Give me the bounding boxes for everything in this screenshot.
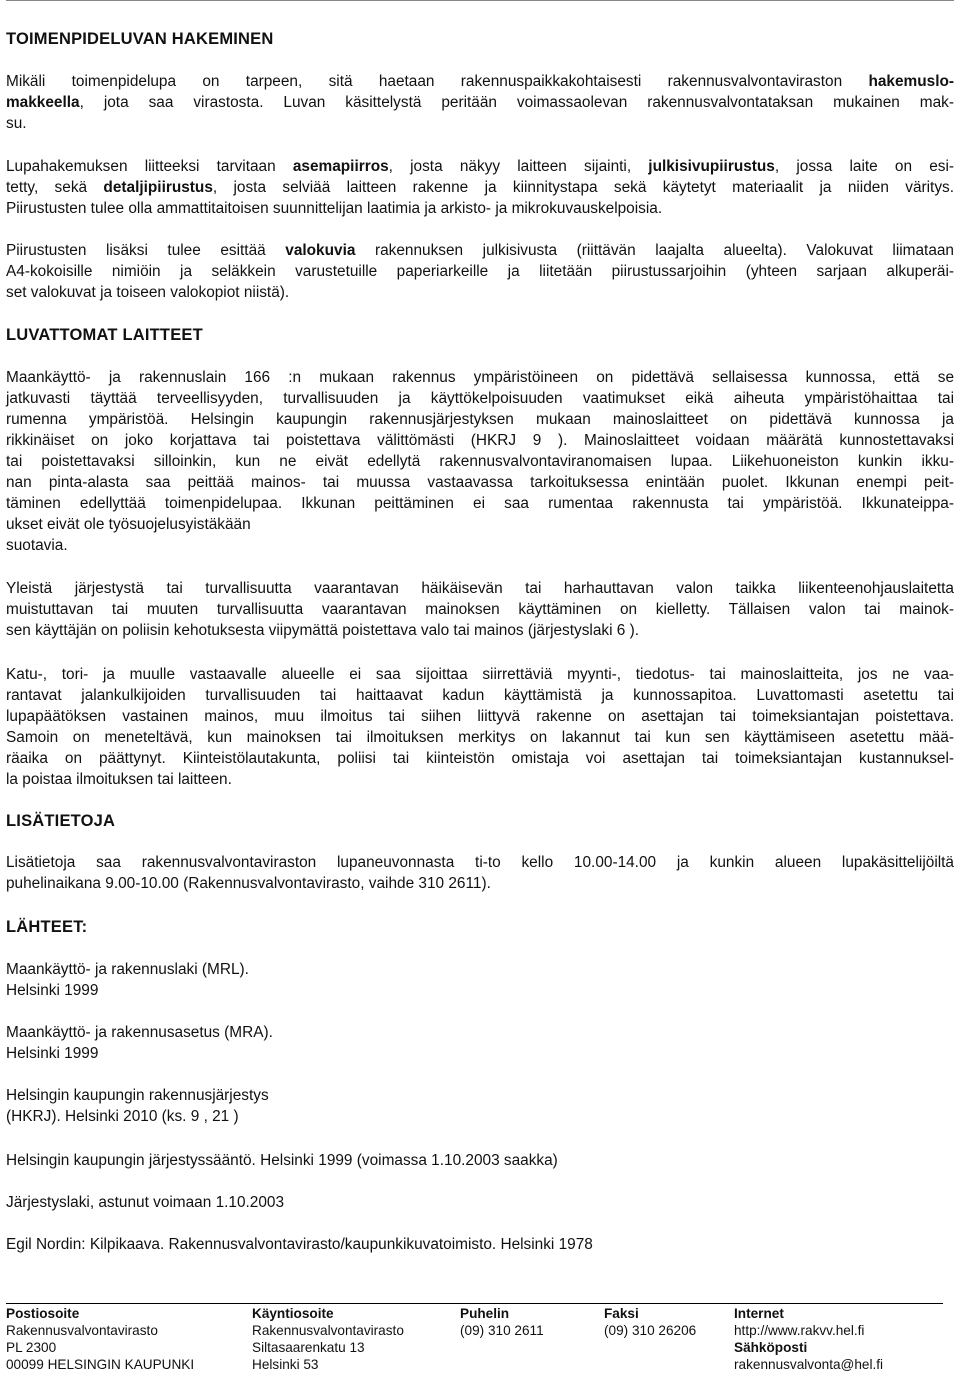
top-rule [6, 0, 954, 1]
footer-postiosoite: Postiosoite Rakennusvalvontavirasto PL 2300 00099 HELSINGIN KAUPUNKI [6, 1306, 195, 1372]
paragraph-hakemus: Mikäli toimenpidelupa on tarpeen, sitä haetaan rakennuspaikkakohtaisesti rakennusvalvontaviraston hakemuslo- makkeella, jota saa virastosta. Luvan käsittelystä peritään voimassaolevan rakennusvalvontataksan mukainen mak- su. [6, 73, 954, 132]
footer-puhelin: Puhelin (09) 310 2611 [460, 1306, 544, 1338]
heading-toimenpideluvan-hakeminen: TOIMENPIDELUVAN HAKEMINEN [6, 30, 274, 48]
paragraph-lisatietoja: Lisätietoja saa rakennusvalvontaviraston lupaneuvonnasta ti-to kello 10.00-14.00 ja kunkin alueen lupakäsittelijöiltä puhelinaikana 9.00-10.00 (Rakennusvalvontavirasto, vaihde 310 2611). [6, 854, 954, 892]
heading-luvattomat-laitteet: LUVATTOMAT LAITTEET [6, 326, 203, 344]
internet-link[interactable]: http://www.rakvv.hel.fi [734, 1323, 865, 1338]
paragraph-hakaiseva-valo: Yleistä järjestystä tai turvallisuutta vaarantavan häikäisevän tai harhauttavan valon taikka liikenteenohjauslaitetta muistuttavan tai muuten turvallisuutta vaarantavan mainoksen käyttäminen on kielletty. Tällaisen valon tai mainok- sen käyttäjän on poliisin kehotuksesta viipymättä poistettava valo tai mainos (järjestyslaki 6 ). [6, 580, 954, 639]
footer-rule [6, 1303, 943, 1304]
reference-hkrj: Helsingin kaupungin rakennusjärjestys (HKRJ). Helsinki 2010 (ks. 9 , 21 ) [6, 1087, 269, 1125]
footer-kayntiosoite: Käyntiosoite Rakennusvalvontavirasto Siltasaarenkatu 13 Helsinki 53 [252, 1306, 404, 1372]
reference-kilpikaava: Egil Nordin: Kilpikaava. Rakennusvalvontavirasto/kaupunkikuvatoimisto. Helsinki 1978 [6, 1236, 593, 1253]
paragraph-valokuvat: Piirustusten lisäksi tulee esittää valokuvia rakennuksen julkisivusta (riittävän laajalta alueelta). Valokuvat liimataan A4-kokoisille nimiöin ja seläkkein varustetuille paperiarkeille ja liitetään piirustussarjoihin (yhteen sarjaan alkuperäi- set valokuvat ja toiseen valokopiot niistä). [6, 242, 954, 301]
paragraph-maankaytto: Maankäyttö- ja rakennuslain 166 :n mukaan rakennus ympäristöineen on pidettävä sellaisessa kunnossa, että se jatkuvasti täyttää terveellisyyden, turvallisuuden ja käyttökelpoisuuden vaatimukset eikä aiheuta ympäristöhaittaa tai rumenna ympäristöä. Helsingin kaupungin rakennusjärjestyksen mukaan mainoslaitteet on pidettävä kunnossa ja rikkinäiset on joko korjattava tai poistettava välittömästi (HKRJ 9 ). Mainoslaitteet voidaan määrätä kunnostettavaksi tai poistettavaksi silloinkin, kun ne eivät edellytä rakennusvalvontaviranomaisen lupaa. Liikehuoneiston kunkin ikku- nan pinta-alasta saa peittää mainos- tai muussa vastaavassa tarkoituksessa enintään puolet. Ikkunan enempi peit- täminen edellyttää toimenpidelupaa. Ikkunan peittäminen ei saa rumentaa rakennusta tai ympäristöä. Ikkunateippa- ukset eivät ole työsuojelusyistäkään suotavia. [6, 369, 954, 554]
paragraph-liitteet: Lupahakemuksen liitteeksi tarvitaan asemapiirros, josta näkyy laitteen sijainti, julkisivupiirustus, jossa laite on esi- tetty, sekä detaljipiirustus, josta selviää laitteen rakenne ja kiinnitystapa sekä käytetyt materiaalit ja niiden väritys. Piirustusten tulee olla ammattitaitoisen suunnittelijan laatimia ja arkisto- ja mikrokuvauskelpoisia. [6, 158, 954, 217]
footer-internet: Internet http://www.rakvv.hel.fi Sähköposti rakennusvalvonta@hel.fi [734, 1306, 884, 1372]
heading-lahteet: LÄHTEET: [6, 918, 88, 936]
reference-jarjestyslaki: Järjestyslaki, astunut voimaan 1.10.2003 [6, 1194, 285, 1211]
reference-jarjestyssaanto: Helsingin kaupungin järjestyssääntö. Helsinki 1999 (voimassa 1.10.2003 saakka) [6, 1152, 558, 1169]
paragraph-katu-tori: Katu-, tori- ja muulle vastaavalle alueelle ei saa sijoittaa siirrettäviä myynti-, tiedotus- tai mainoslaitteita, jos ne vaa- rantavat jalankulkijoiden turvallisuuden tai haittaavat kadun käyttämistä ja kunnossapitoa. Luvattomasti asetettu tai lupapäätöksen vastainen mainos, muu ilmoitus tai siihen liittyvä rakenne on asettajan tai toimeksiantajan poistettava. Samoin on meneteltävä, kun mainoksen tai ilmoituksen merkitys on lakannut tai kun sen käyttämiseen asetettu mää- räaika on päättynyt. Kiinteistölautakunta, poliisi tai kiinteistön omistaja voi asettajan tai toimeksiantajan kustannuksel- la poistaa ilmoituksen tai laitteen. [6, 666, 954, 788]
reference-mra: Maankäyttö- ja rakennusasetus (MRA). Helsinki 1999 [6, 1024, 273, 1062]
reference-mrl: Maankäyttö- ja rakennuslaki (MRL). Helsinki 1999 [6, 961, 249, 999]
footer-faksi: Faksi (09) 310 26206 [604, 1306, 697, 1338]
email-link[interactable]: rakennusvalvonta@hel.fi [734, 1357, 884, 1372]
heading-lisatietoja: LISÄTIETOJA [6, 812, 116, 830]
